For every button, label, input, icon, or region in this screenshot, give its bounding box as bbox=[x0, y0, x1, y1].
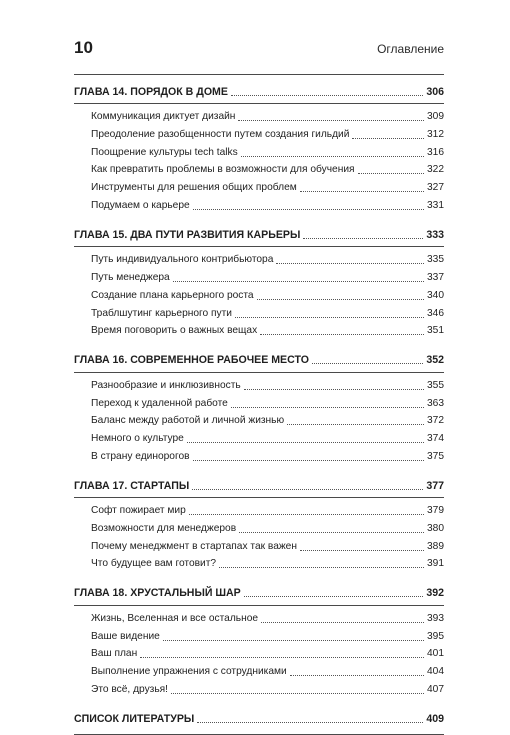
section-entry[interactable] bbox=[91, 412, 444, 430]
section-page-number: 379 bbox=[427, 505, 444, 517]
section-page-number: 312 bbox=[427, 129, 444, 141]
chapter-page-number: 306 bbox=[426, 85, 444, 98]
dot-leader bbox=[358, 173, 424, 174]
section-title: Немного о культуре bbox=[91, 432, 184, 444]
section-page-number: 374 bbox=[427, 432, 444, 444]
section-entry[interactable] bbox=[91, 502, 444, 520]
section-entry[interactable] bbox=[91, 377, 444, 395]
dot-leader bbox=[261, 622, 424, 623]
section-title: Возможности для менеджеров bbox=[91, 523, 237, 535]
dot-leader bbox=[290, 675, 424, 676]
chapter-page-number: 352 bbox=[426, 354, 444, 367]
dot-leader bbox=[238, 120, 424, 121]
dot-leader bbox=[300, 191, 424, 192]
dot-leader bbox=[260, 334, 424, 335]
section-page-number: 351 bbox=[427, 325, 444, 337]
dot-leader bbox=[140, 657, 424, 658]
section-entry[interactable] bbox=[91, 287, 444, 305]
section-title: Поощрение культуры tech talks bbox=[91, 146, 238, 158]
section-entry[interactable] bbox=[91, 627, 444, 645]
section-page-number: 401 bbox=[427, 648, 444, 660]
dot-leader bbox=[241, 156, 424, 157]
table-of-contents bbox=[74, 74, 444, 735]
section-page-number: 380 bbox=[427, 523, 444, 535]
section-title: Время поговорить о важных вещах bbox=[91, 325, 258, 337]
section-page-number: 407 bbox=[427, 683, 444, 695]
chapter-page-number: 333 bbox=[426, 228, 444, 241]
section-entry[interactable] bbox=[91, 108, 444, 126]
chapter bbox=[74, 577, 444, 702]
dot-leader bbox=[219, 567, 424, 568]
section-list bbox=[74, 605, 444, 702]
dot-leader bbox=[276, 263, 424, 264]
section-title: Коммуникация диктует дизайн bbox=[91, 111, 236, 123]
dot-leader bbox=[193, 460, 424, 461]
chapter-title: ГЛАВА 14. ПОРЯДОК В ДОМЕ bbox=[74, 85, 228, 98]
dot-leader bbox=[303, 238, 423, 239]
section-page-number: 393 bbox=[427, 613, 444, 625]
dot-leader bbox=[300, 550, 424, 551]
dot-leader bbox=[352, 138, 424, 139]
section-title: В страну единорогов bbox=[91, 450, 190, 462]
section-page-number: 327 bbox=[427, 182, 444, 194]
section-title: Создание плана карьерного роста bbox=[91, 289, 254, 301]
section-title: Разнообразие и инклюзивность bbox=[91, 379, 241, 391]
section-entry[interactable] bbox=[91, 196, 444, 214]
section-entry[interactable] bbox=[91, 610, 444, 628]
dot-leader bbox=[287, 424, 424, 425]
section-title: Выполнение упражнения с сотрудниками bbox=[91, 666, 287, 678]
section-entry[interactable] bbox=[91, 269, 444, 287]
section-entry[interactable] bbox=[91, 161, 444, 179]
section-page-number: 331 bbox=[427, 199, 444, 211]
section-entry[interactable] bbox=[91, 322, 444, 340]
section-page-number: 389 bbox=[427, 540, 444, 552]
section-entry[interactable] bbox=[91, 179, 444, 197]
bibliography-page: 409 bbox=[426, 712, 444, 725]
section-entry[interactable] bbox=[91, 520, 444, 538]
dot-leader bbox=[235, 317, 424, 318]
section-page-number: 309 bbox=[427, 111, 444, 123]
chapter-list bbox=[74, 75, 444, 702]
section-page-number: 335 bbox=[427, 254, 444, 266]
chapter bbox=[74, 344, 444, 469]
chapter-title: ГЛАВА 16. СОВРЕМЕННОЕ РАБОЧЕЕ МЕСТО bbox=[74, 354, 309, 367]
section-title: Ваше видение bbox=[91, 630, 160, 642]
dot-leader bbox=[244, 389, 424, 390]
dot-leader bbox=[193, 209, 424, 210]
dot-leader bbox=[239, 532, 424, 533]
section-title: Преодоление разобщенности путем создания гильдий bbox=[91, 129, 350, 141]
chapter-heading[interactable] bbox=[74, 350, 444, 372]
section-page-number: 340 bbox=[427, 289, 444, 301]
bibliography-entry[interactable] bbox=[74, 702, 444, 735]
dot-leader bbox=[173, 281, 424, 282]
dot-leader bbox=[257, 299, 424, 300]
section-page-number: 372 bbox=[427, 415, 444, 427]
chapter-title: ГЛАВА 18. ХРУСТАЛЬНЫЙ ШАР bbox=[74, 587, 241, 600]
chapter-page-number: 377 bbox=[426, 479, 444, 492]
section-title: Почему менеджмент в стартапах так важен bbox=[91, 540, 297, 552]
dot-leader bbox=[192, 489, 423, 490]
section-page-number: 395 bbox=[427, 630, 444, 642]
section-page-number: 363 bbox=[427, 397, 444, 409]
chapter-title: ГЛАВА 15. ДВА ПУТИ РАЗВИТИЯ КАРЬЕРЫ bbox=[74, 228, 301, 241]
section-title: Подумаем о карьере bbox=[91, 199, 190, 211]
dot-leader bbox=[197, 722, 423, 723]
chapter-heading[interactable] bbox=[74, 224, 444, 246]
section-title: Софт пожирает мир bbox=[91, 505, 186, 517]
chapter bbox=[74, 75, 444, 218]
dot-leader bbox=[231, 95, 423, 96]
chapter-heading[interactable] bbox=[74, 583, 444, 605]
section-list bbox=[74, 246, 444, 343]
section-page-number: 322 bbox=[427, 164, 444, 176]
section-page-number: 337 bbox=[427, 272, 444, 284]
section-title: Инструменты для решения общих проблем bbox=[91, 182, 297, 194]
section-page-number: 404 bbox=[427, 666, 444, 678]
section-list bbox=[74, 497, 444, 577]
section-page-number: 316 bbox=[427, 146, 444, 158]
section-entry[interactable] bbox=[91, 537, 444, 555]
section-page-number: 391 bbox=[427, 558, 444, 570]
dot-leader bbox=[312, 363, 423, 364]
running-header bbox=[74, 38, 444, 62]
section-list bbox=[74, 103, 444, 218]
dot-leader bbox=[171, 693, 424, 694]
page-number: 10 bbox=[74, 38, 93, 57]
section-page-number: 346 bbox=[427, 307, 444, 319]
bibliography-title: СПИСОК ЛИТЕРАТУРЫ bbox=[74, 712, 195, 725]
section-title: Ваш план bbox=[91, 648, 138, 660]
section-title: Как превратить проблемы в возможности для обучения bbox=[91, 164, 355, 176]
section-title: Баланс между работой и личной жизнью bbox=[91, 415, 285, 427]
section-title: Что будущее вам готовит? bbox=[91, 558, 217, 570]
section-title: Путь индивидуального контрибьютора bbox=[91, 254, 274, 266]
chapter-heading[interactable] bbox=[74, 81, 444, 103]
chapter bbox=[74, 218, 444, 343]
section-title: Жизнь, Вселенная и все остальное bbox=[91, 613, 259, 625]
running-title: Оглавление bbox=[377, 42, 444, 56]
section-entry[interactable] bbox=[91, 645, 444, 663]
section-entry[interactable] bbox=[91, 447, 444, 465]
dot-leader bbox=[187, 442, 424, 443]
section-title: Траблшутинг карьерного пути bbox=[91, 307, 232, 319]
section-page-number: 355 bbox=[427, 379, 444, 391]
section-entry[interactable] bbox=[91, 126, 444, 144]
section-entry[interactable] bbox=[91, 251, 444, 269]
section-entry[interactable] bbox=[91, 304, 444, 322]
section-page-number: 375 bbox=[427, 450, 444, 462]
section-entry[interactable] bbox=[91, 681, 444, 699]
dot-leader bbox=[163, 640, 424, 641]
chapter-heading[interactable] bbox=[74, 475, 444, 497]
section-entry[interactable] bbox=[91, 143, 444, 161]
chapter bbox=[74, 469, 444, 577]
dot-leader bbox=[244, 596, 424, 597]
section-title: Переход к удаленной работе bbox=[91, 397, 228, 409]
section-entry[interactable] bbox=[91, 394, 444, 412]
section-title: Путь менеджера bbox=[91, 272, 170, 284]
dot-leader bbox=[189, 514, 424, 515]
section-list bbox=[74, 372, 444, 469]
section-title: Это всё, друзья! bbox=[91, 683, 169, 695]
chapter-page-number: 392 bbox=[426, 587, 444, 600]
section-entry[interactable] bbox=[91, 663, 444, 681]
section-entry[interactable] bbox=[91, 555, 444, 573]
dot-leader bbox=[231, 407, 424, 408]
chapter-title: ГЛАВА 17. СТАРТАПЫ bbox=[74, 479, 190, 492]
section-entry[interactable] bbox=[91, 430, 444, 448]
